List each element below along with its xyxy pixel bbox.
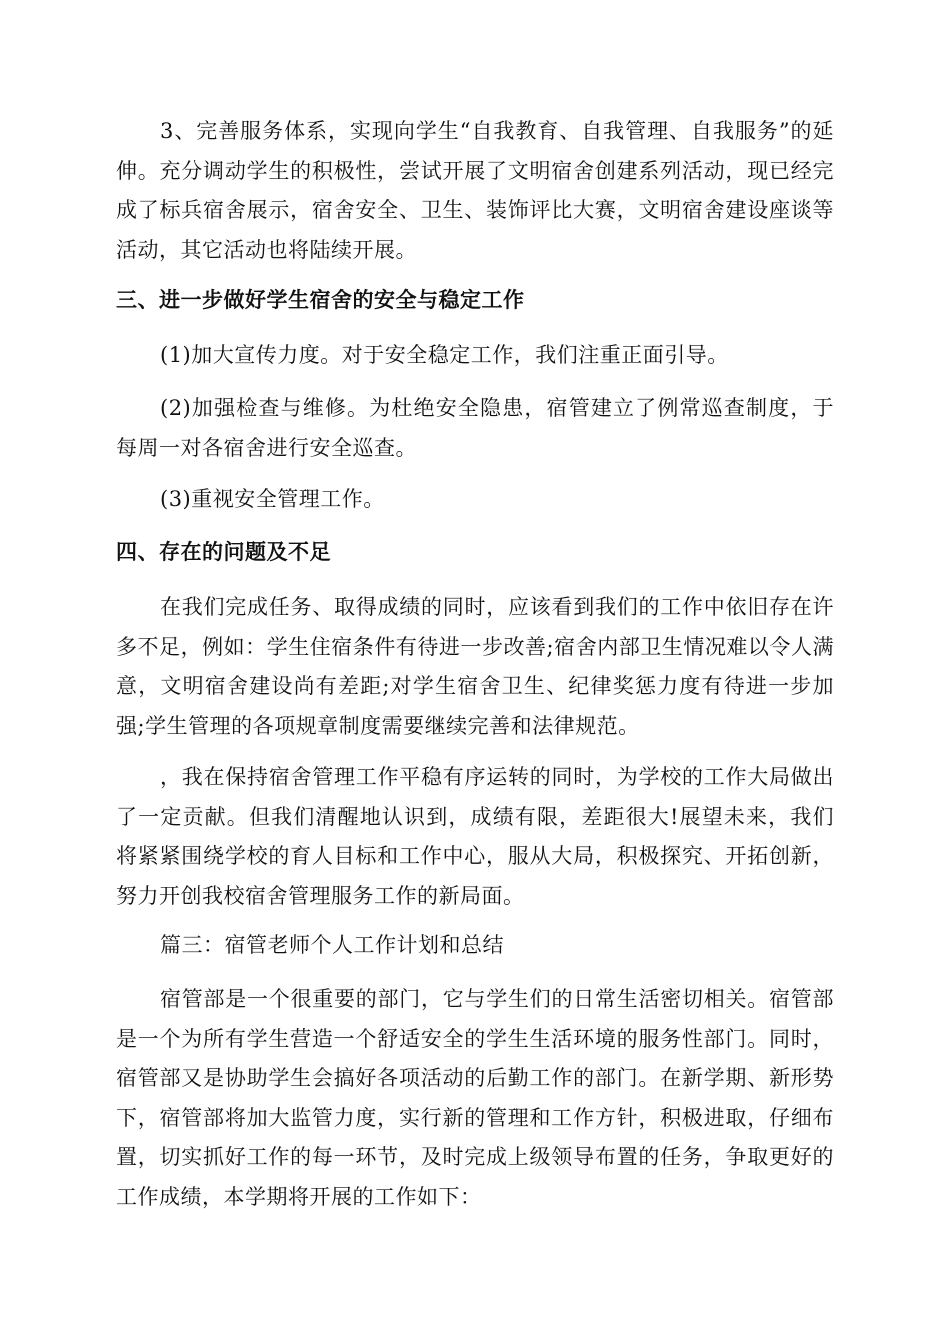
list-item-paragraph: (1)加大宣传力度。对于安全稳定工作，我们注重正面引导。 [160, 343, 729, 367]
list-item-paragraph: (2)加强检查与维修。为杜绝安全隐患，宿管建立了例常巡查制度，于每周一对各宿舍进行安全巡查。 [116, 396, 834, 460]
body-paragraph: ，我在保持宿舍管理工作平稳有序运转的同时，为学校的工作大局做出了一定贡献。但我们清醒地认识到，成绩有限，差距很大!展望未来，我们将紧紧围绕学校的育人目标和工作中心，服从大局，积极探究、开拓创新，努力开创我校宿舍管理服务工作的新局面。 [116, 765, 834, 908]
body-paragraph: 在我们完成任务、取得成绩的同时，应该看到我们的工作中依旧存在许多不足，例如：学生住宿条件有待进一步改善;宿舍内部卫生情况难以令人满意，文明宿舍建设尚有差距;对学生宿舍卫生、纪律奖惩力度有待进一步加强;学生管理的各项规章制度需要继续完善和法律规范。 [116, 595, 834, 738]
list-item-paragraph: (3)重视安全管理工作。 [160, 487, 385, 511]
section-heading: 四、存在的问题及不足 [116, 540, 331, 564]
chapter-title: 篇三：宿管老师个人工作计划和总结 [160, 933, 504, 957]
body-paragraph: 3、完善服务体系，实现向学生“自我教育、自我管理、自我服务”的延伸。充分调动学生的积极性，尝试开展了文明宿舍创建系列活动，现已经完成了标兵宿舍展示，宿舍安全、卫生、装饰评比大赛，文明宿舍建设座谈等活动，其它活动也将陆续开展。 [116, 119, 834, 262]
body-paragraph: 宿管部是一个很重要的部门，它与学生们的日常生活密切相关。宿管部是一个为所有学生营造一个舒适安全的学生生活环境的服务性部门。同时，宿管部又是协助学生会搞好各项活动的后勤工作的部门。在新学期、新形势下，宿管部将加大监管力度，实行新的管理和工作方针，积极进取，仔细布置，切实抓好工作的每一环节，及时完成上级领导布置的任务，争取更好的工作成绩，本学期将开展的工作如下： [116, 987, 834, 1209]
section-heading: 三、进一步做好学生宿舍的安全与稳定工作 [116, 288, 525, 312]
